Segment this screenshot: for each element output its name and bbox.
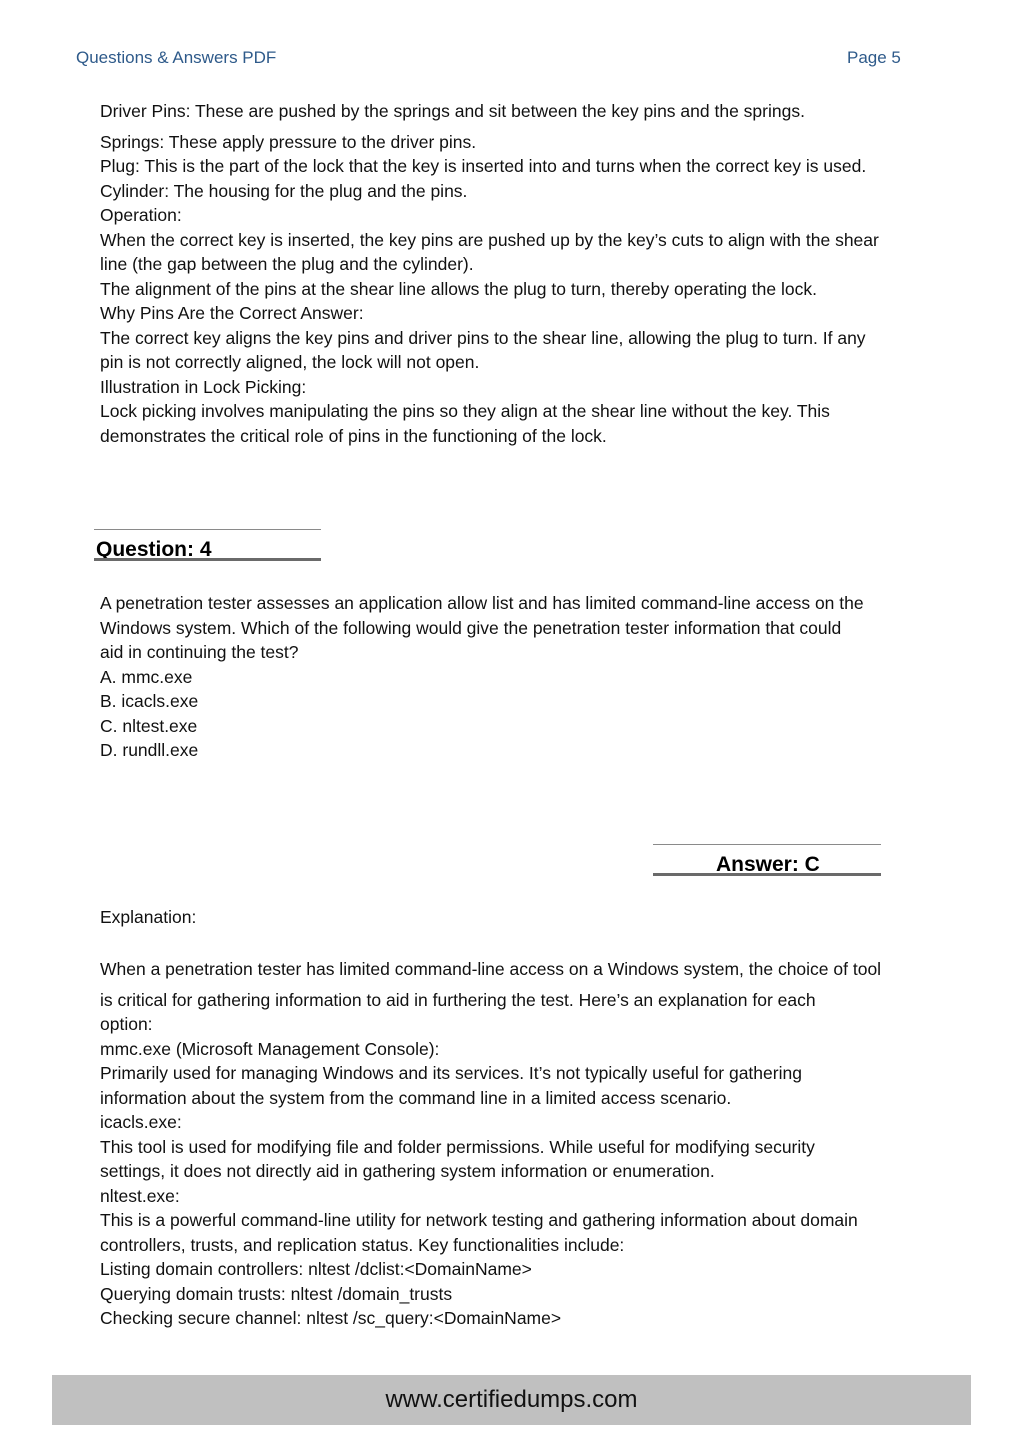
text-line: The alignment of the pins at the shear line allows the plug to turn, thereby operating the lock. <box>100 278 817 299</box>
text-line: Springs: These apply pressure to the driver pins. <box>100 131 477 152</box>
previous-explanation <box>100 99 980 448</box>
text-line: Operation: <box>100 205 182 225</box>
text-line: Driver Pins: These are pushed by the springs and sit between the key pins and the springs. <box>100 101 805 121</box>
answer-option: C. nltest.exe <box>100 715 198 736</box>
explanation-line: Primarily used for managing Windows and its services. It’s not typically useful for gathering <box>100 1063 802 1083</box>
text-line: Plug: This is the part of the lock that the key is inserted into and turns when the correct key is used. <box>100 156 867 176</box>
text-line: Why Pins Are the Correct Answer: <box>100 303 364 323</box>
explanation-line: This is a powerful command-line utility for network testing and gathering information about domain <box>100 1210 858 1230</box>
explanation-line: icacls.exe: <box>100 1112 182 1132</box>
explanation-line: mmc.exe (Microsoft Management Console): <box>100 1038 440 1059</box>
text-line: The correct key aligns the key pins and driver pins to the shear line, allowing the plug to turn. If any <box>100 327 866 348</box>
explanation-line: Checking secure channel: nltest /sc_query:<DomainName> <box>100 1308 562 1328</box>
question-body <box>100 591 980 763</box>
text-line: Lock picking involves manipulating the pins so they align at the shear line without the key. This <box>100 401 830 421</box>
explanation-line: nltest.exe: <box>100 1185 180 1206</box>
text-line: Cylinder: The housing for the plug and the pins. <box>100 180 468 201</box>
text-line: Illustration in Lock Picking: <box>100 376 307 397</box>
footer-url[interactable]: www.certifiedumps.com <box>385 1386 638 1413</box>
explanation-line: When a penetration tester has limited command-line access on a Windows system, the choice of tool <box>100 959 882 979</box>
text-line: pin is not correctly aligned, the lock will not open. <box>100 352 480 372</box>
question-heading: Question: 4 <box>96 538 212 561</box>
explanation-line: information about the system from the command line in a limited access scenario. <box>100 1087 732 1108</box>
text-line: demonstrates the critical role of pins in the functioning of the lock. <box>100 425 607 446</box>
question-text-line: aid in continuing the test? <box>100 642 299 662</box>
text-line: When the correct key is inserted, the key pins are pushed up by the key’s cuts to align with the shear <box>100 229 879 250</box>
explanation-line: option: <box>100 1014 153 1034</box>
answer-option: A. mmc.exe <box>100 666 193 687</box>
explanation-label: Explanation: <box>100 907 197 927</box>
answer-bottom-rule <box>653 873 881 876</box>
explanation-line: Querying domain trusts: nltest /domain_trusts <box>100 1283 453 1304</box>
footer-banner <box>52 1375 971 1425</box>
answer-option: B. icacls.exe <box>100 691 199 711</box>
question-top-rule <box>94 529 321 530</box>
explanation-body <box>100 957 980 1331</box>
header-title: Questions & Answers PDF <box>76 48 277 67</box>
explanation-label-block <box>100 905 980 930</box>
explanation-line: controllers, trusts, and replication status. Key functionalities include: <box>100 1234 625 1255</box>
explanation-line: settings, it does not directly aid in gathering system information or enumeration. <box>100 1161 715 1181</box>
explanation-line: Listing domain controllers: nltest /dclist:<DomainName> <box>100 1259 532 1279</box>
answer-top-rule <box>653 844 881 845</box>
text-line: line (the gap between the plug and the cylinder). <box>100 254 474 274</box>
question-text-line: Windows system. Which of the following would give the penetration tester information that could <box>100 617 842 638</box>
question-text-line: A penetration tester assesses an application allow list and has limited command-line access on the <box>100 593 864 613</box>
page-number: Page 5 <box>847 48 901 67</box>
explanation-line: This tool is used for modifying file and folder permissions. While useful for modifying security <box>100 1136 815 1157</box>
explanation-line: is critical for gathering information to aid in furthering the test. Here’s an explanation for each <box>100 989 816 1010</box>
answer-heading: Answer: C <box>716 853 820 876</box>
answer-option: D. rundll.exe <box>100 740 199 760</box>
question-bottom-rule <box>94 558 321 561</box>
